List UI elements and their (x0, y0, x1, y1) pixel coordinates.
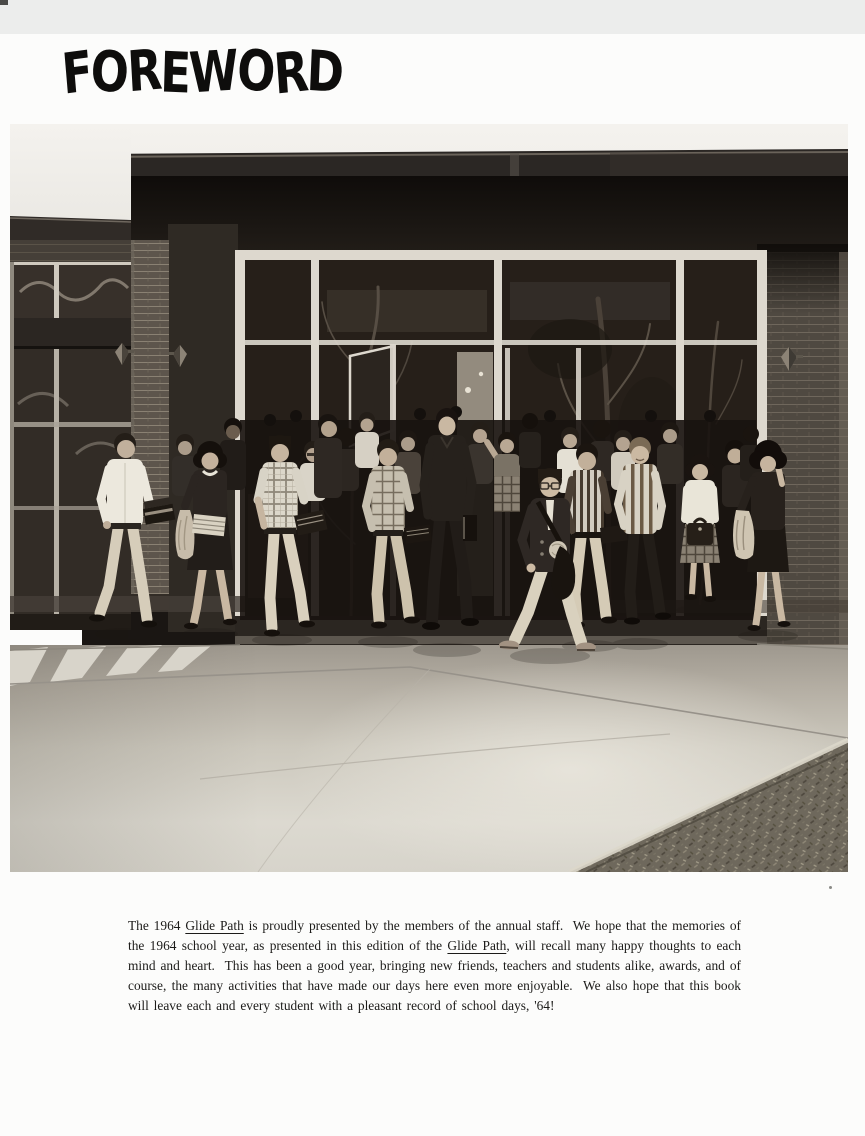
scan-dot (829, 886, 832, 889)
wing-beam (10, 318, 131, 348)
scan-speck (0, 0, 8, 5)
entrance-photo (10, 124, 848, 872)
scan-edge (0, 0, 865, 34)
wing-upper-window (14, 262, 131, 318)
foreword-paragraph: The 1964 Glide Path is proudly presented by the members of the annual staff. We hope that the memories of the 1964 school year, as presented in this edition of the Glide Path, will recall many happy thoughts to each mind and heart. This has been a good year, bringing new friends, teachers and students alike, awards, and of course, the many activities that have made our days here even more enjoyable. We also hope that this book will leave each and every student with a pleasant record of school days, '64! (128, 918, 746, 1014)
photo-illustration (10, 124, 848, 872)
page-title: FOREWORD (59, 37, 344, 108)
